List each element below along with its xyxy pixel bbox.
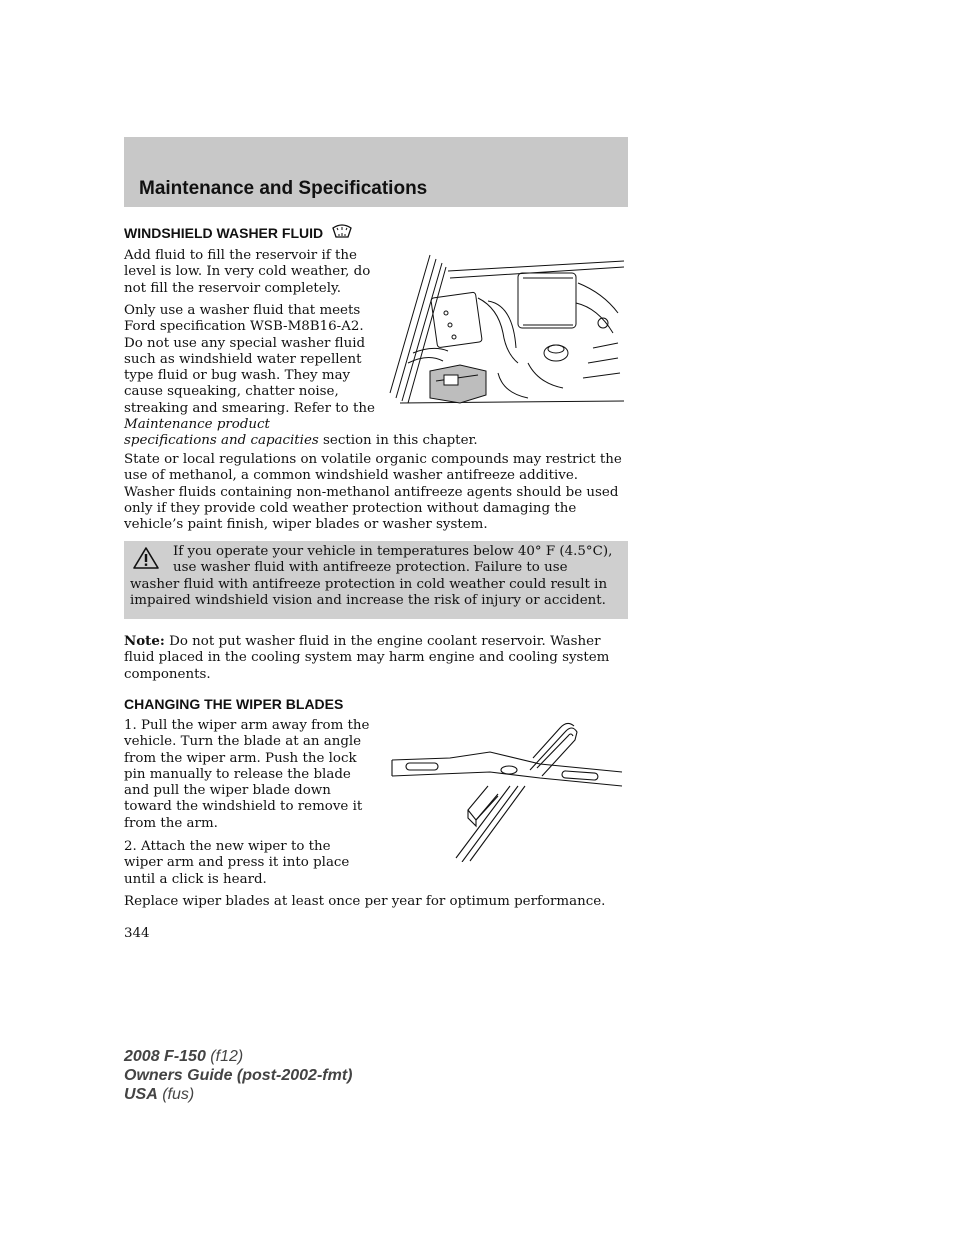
text-fragment: section in this chapter. xyxy=(318,433,478,449)
engine-compartment-illustration xyxy=(388,253,626,413)
page-title: Maintenance and Specifications xyxy=(139,178,428,199)
text-line: such as windshield water repellent xyxy=(124,351,362,367)
wiper-step-2 xyxy=(124,839,349,888)
note-label: Note: xyxy=(124,633,165,649)
text-line: type fluid or bug wash. They may xyxy=(124,368,351,384)
warning-line-1: If you operate your vehicle in temperatures below 40° F (4.5°C), xyxy=(173,544,613,559)
footer-guide: Owners Guide (post-2002-fmt) xyxy=(124,1067,353,1084)
cross-reference-line: Maintenance product xyxy=(124,417,270,433)
text-line: pin manually to release the blade xyxy=(124,766,351,782)
warning-line-2: use washer fluid with antifreeze protection. Failure to use xyxy=(173,560,568,576)
text-line: Do not use any special washer fluid xyxy=(124,335,366,351)
wiper-blade-illustration xyxy=(390,720,624,862)
footer-line-1 xyxy=(124,1047,352,1066)
paragraph-fill-reservoir: Add fluid to fill the reservoir if the level is low. In very cold weather, do not fill the reservoir completely. xyxy=(124,248,371,296)
note-text: Do not put washer fluid in the engine coolant reservoir. Washer fluid placed in the cooling system may harm engine and cooling system components. xyxy=(124,634,610,682)
cross-reference: specifications and capacities xyxy=(124,433,319,449)
note-paragraph xyxy=(124,633,628,683)
text-line xyxy=(124,433,478,449)
warning-text xyxy=(130,544,622,609)
footer-market-code: (fus) xyxy=(157,1086,195,1103)
section-heading-text: WINDSHIELD WASHER FLUID xyxy=(124,225,324,241)
text-line: and pull the wiper blade down xyxy=(124,783,331,799)
text-line: toward the windshield to remove it xyxy=(124,799,363,815)
regulations-paragraph xyxy=(124,452,628,533)
text-line: wiper arm and press it into place xyxy=(124,855,350,871)
footer-model-code: (f12) xyxy=(205,1048,244,1065)
washer-fluid-intro xyxy=(124,248,379,297)
text-line: from the arm. xyxy=(124,815,218,831)
wiper-step-1 xyxy=(124,718,369,832)
washer-fluid-icon xyxy=(331,222,353,242)
text-line: until a click is heard. xyxy=(124,871,267,887)
text-line: streaking and smearing. Refer to the xyxy=(124,400,375,416)
footer-line-2 xyxy=(124,1066,352,1085)
footer-line-3 xyxy=(124,1085,352,1104)
text-line: 1. Pull the wiper arm away from the xyxy=(124,718,370,733)
footer-model: 2008 F-150 xyxy=(124,1048,206,1065)
footer-market: USA xyxy=(124,1086,158,1103)
document-footer xyxy=(124,1047,352,1104)
page-number: 344 xyxy=(124,926,150,941)
text-line: Ford specification WSB-M8B16-A2. xyxy=(124,319,364,335)
text-line: Only use a washer fluid that meets xyxy=(124,303,361,318)
replace-wiper-paragraph: Replace wiper blades at least once per year for optimum performance. xyxy=(124,894,606,909)
section-heading-wiper-blades: CHANGING THE WIPER BLADES xyxy=(124,696,344,712)
section-heading-washer-fluid xyxy=(124,222,353,242)
text-line: cause squeaking, chatter noise, xyxy=(124,384,339,400)
paragraph-regulations: State or local regulations on volatile organic compounds may restrict the use of methanol, a common windshield washer antifreeze additive. Washer fluids containing non-methanol antifreeze agents should be used only if they provide cold weather protection without damaging the vehicle’s paint finish, wiper blades or washer system. xyxy=(124,452,622,533)
text-line: 2. Attach the new wiper to the xyxy=(124,839,331,854)
warning-rest: washer fluid with antifreeze protection in cold weather could result in impaired windshield vision and increase the risk of injury or accident. xyxy=(130,576,608,608)
text-line: from the wiper arm. Push the lock xyxy=(124,750,357,766)
text-line: vehicle. Turn the blade at an angle xyxy=(124,734,362,750)
